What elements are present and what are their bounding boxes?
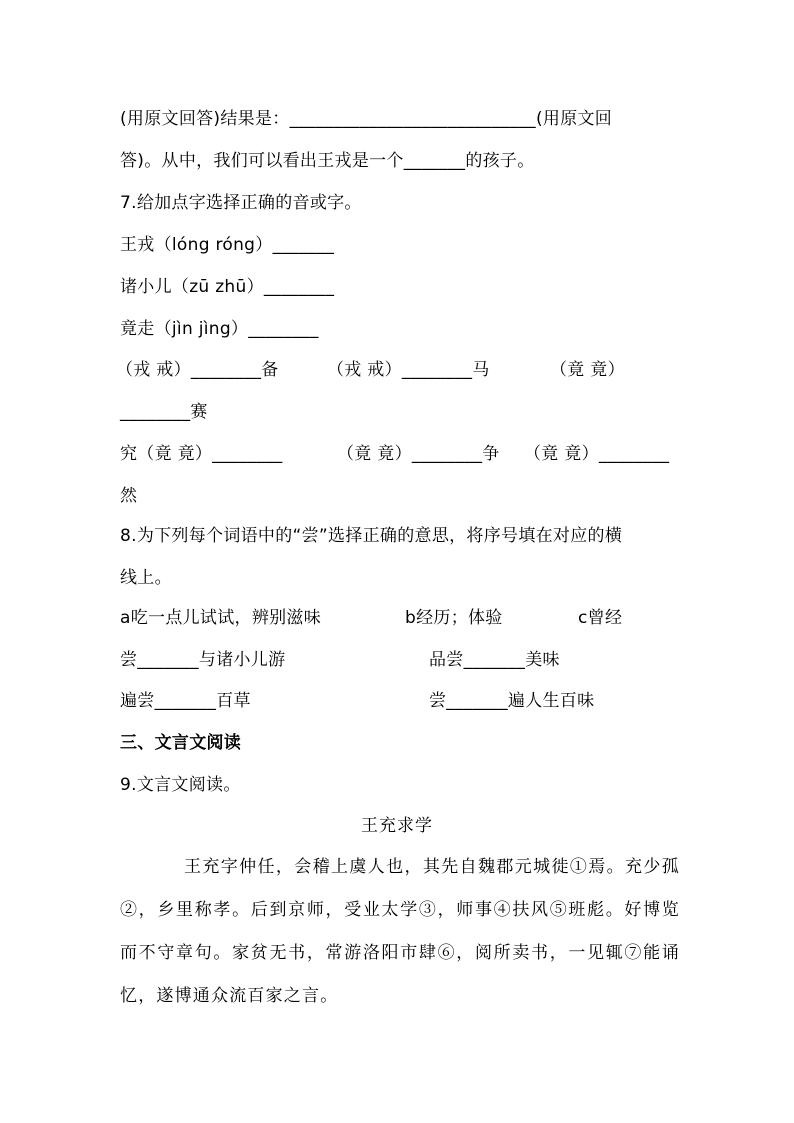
char-choice-2: （戎 戒）________马 (327, 360, 490, 380)
question-7: 7.给加点字选择正确的音或字。 (120, 193, 362, 213)
char-choice-3: （竟 竟） (550, 360, 625, 380)
pinyin-item-3: 竟走（jìn jìng）________ (120, 319, 319, 339)
question-8-cont: 线上。 (120, 568, 172, 588)
char-choice-1: （戎 戒）________备 (116, 360, 279, 380)
question-9: 9.文言文阅读。 (120, 775, 241, 795)
passage-title: 王充求学 (361, 816, 433, 836)
answer-line-2: 答)。从中，我们可以看出王戎是一个_______的孩子。 (120, 151, 535, 171)
section-3-heading: 三、文言文阅读 (120, 733, 242, 753)
word-item-3: 遍尝_______百草 (120, 691, 251, 711)
pinyin-item-1: 王戎（lóng róng）_______ (120, 235, 335, 255)
answer-line-1: (用原文回答)结果是：____________________________(用原文回 (120, 109, 613, 129)
char-choice-5: （竟 竟）________争 (337, 444, 500, 464)
char-choice-6: （竟 竟）________ (524, 444, 670, 464)
char-choice-3-cont: ________赛 (120, 402, 208, 422)
option-a: a吃一点儿试试，辨别滋味 (120, 608, 322, 628)
char-choice-6-cont: 然 (120, 486, 138, 506)
passage-body: 王充字仲任，会稽上虞人也，其先自魏郡元城徙①焉。充少孤②，乡里称孝。后到京师，受业太学③，师事④扶风⑤班彪。好博览而不守章句。家贫无书，常游洛阳市肆⑥，阅所卖书，一见辄⑦能诵忆，遂博通众流百家之言。 (120, 857, 680, 1006)
word-item-1: 尝_______与诸小儿游 (120, 650, 286, 670)
option-c: c曾经 (578, 608, 623, 628)
char-choice-4: 究（竟 竟）________ (120, 444, 283, 464)
word-item-4: 尝_______遍人生百味 (429, 691, 595, 711)
question-8: 8.为下列每个词语中的“尝”选择正确的意思，将序号填在对应的横 (120, 526, 623, 546)
option-b: b经历；体验 (405, 608, 503, 628)
word-item-2: 品尝_______美味 (429, 650, 560, 670)
pinyin-item-2: 诸小儿（zū zhū）________ (120, 277, 335, 297)
